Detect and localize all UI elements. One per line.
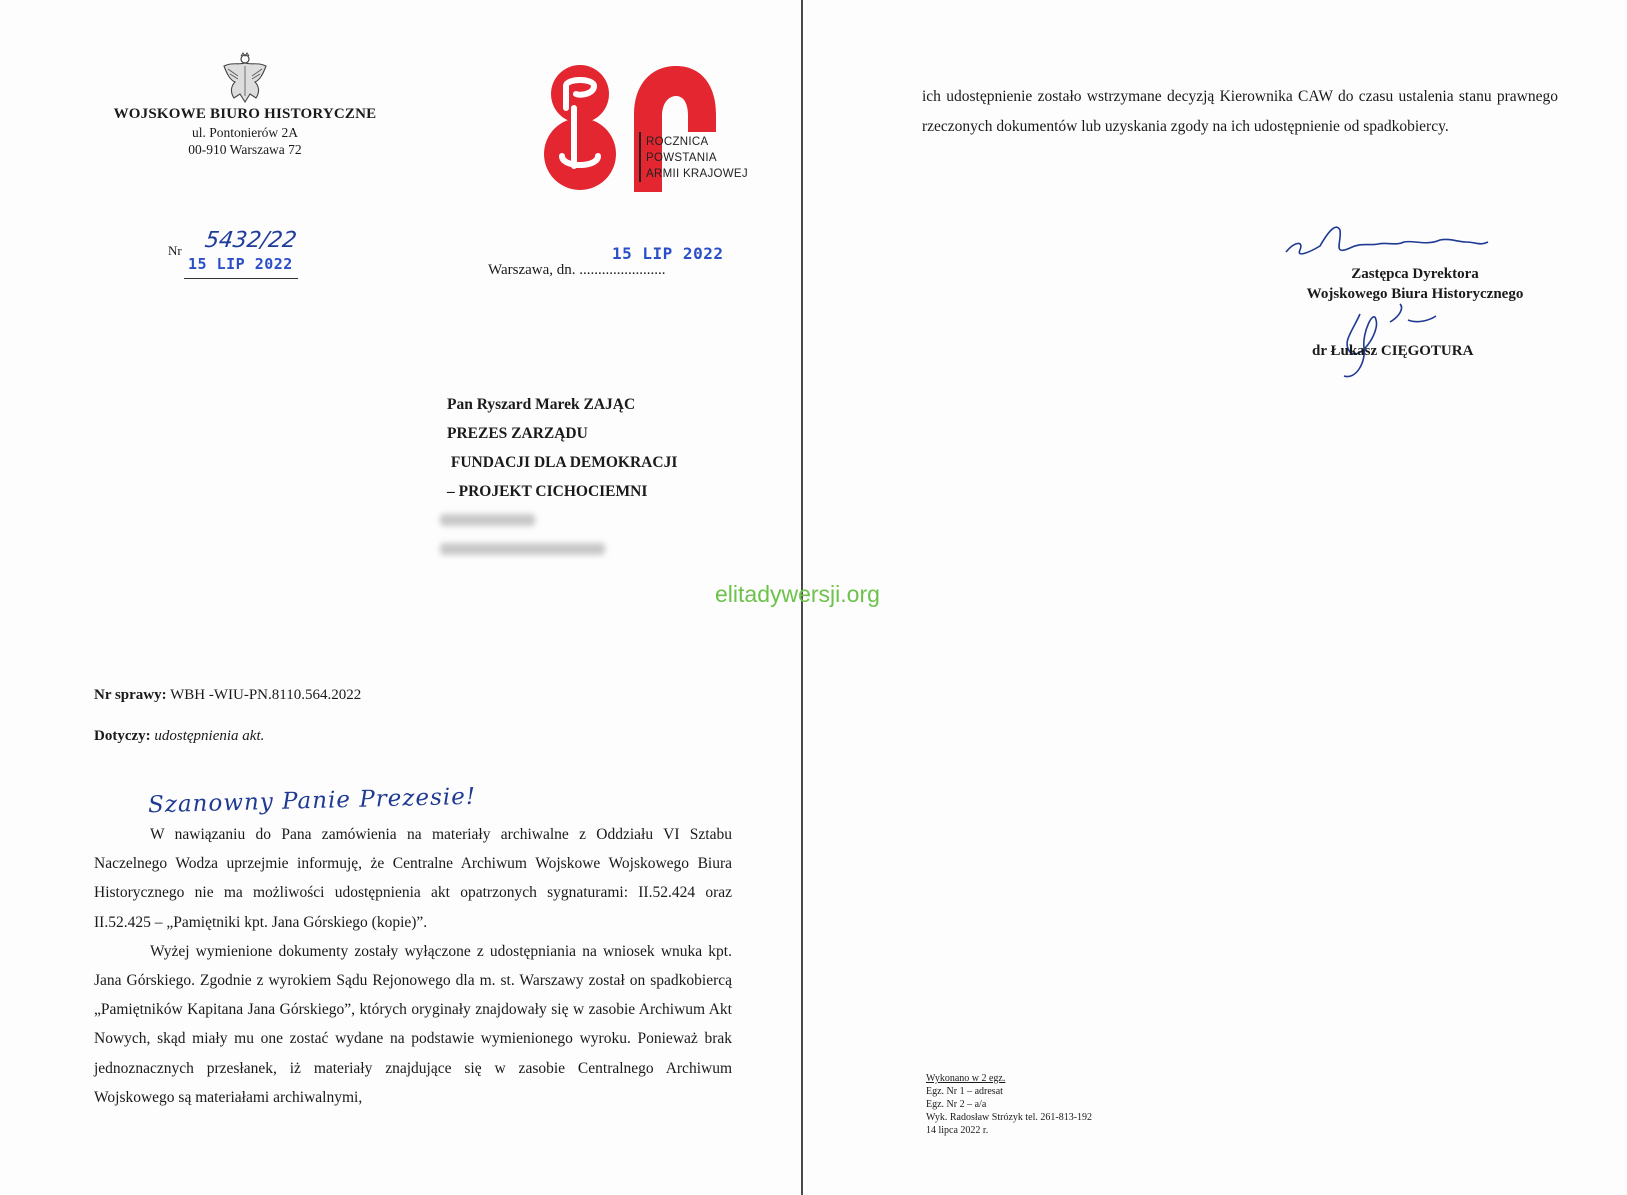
subject-label: Dotyczy: [94,728,151,744]
signature-title-block [1270,264,1560,304]
redacted-address-line-2 [440,543,605,555]
addressee-name: Pan Ryszard Marek ZAJĄC [447,396,636,413]
polish-eagle-emblem-icon [218,52,272,106]
addressee-title: PREZES ZARZĄDU [447,425,588,442]
case-number-value: WBH -WIU-PN.8110.564.2022 [166,687,362,703]
letter-body [94,820,732,1112]
reference-date-stamp: 15 LIP 2022 [188,255,293,273]
prepared-date: 14 lipca 2022 r. [926,1125,989,1136]
continuation-paragraph: ich udostępnienie zostało wstrzymane decyzją Kierownika CAW do czasu ustalenia stanu prawnego rzeczonych dokumentów lub uzyskania zgody na ich udostępnienie od spadkobiercy. [922,88,1558,135]
handwritten-greeting: Szanowny Panie Prezesie! [147,783,477,819]
logo-line-3: ARMII KRAJOWEJ [646,168,748,180]
logo-line-2: POWSTANIA [646,152,717,164]
reference-number-label: Nr [168,243,182,258]
addressee-project: – PROJEKT CICHOCIEMNI [447,483,648,500]
signature-title-1: Zastępca Dyrektora [1351,266,1479,282]
letter-page-2 [806,0,1627,1195]
case-number-label: Nr sprawy: [94,687,167,703]
redacted-address-line-1 [440,514,535,526]
organization-name: WOJSKOWE BIURO HISTORYCZNE [113,106,377,122]
subject-value: udostępnienia akt. [150,728,265,744]
reference-underline [184,278,298,279]
anniversary-logo-text [646,134,756,182]
place-date-stamp: 15 LIP 2022 [612,244,724,263]
prepared-by: Wyk. Radosław Strózyk tel. 261-813-192 [926,1112,1093,1123]
addressee-block [447,390,677,506]
logo-line-1: ROCZNICA [646,136,709,148]
copy-1-recipient: Egz. Nr 1 – adresat [926,1086,1003,1097]
copies-note [926,1072,1092,1137]
reference-number-handwritten: 5432/22 [203,228,299,253]
case-number-line [94,687,361,704]
signatory-name: dr Łukasz CIĘGOTURA [1312,343,1474,359]
organization-street: ul. Pontonierów 2A [191,125,299,140]
copy-2-recipient: Egz. Nr 2 – a/a [926,1099,987,1110]
copies-count: Wykonano w 2 egz. [926,1073,1006,1084]
body-paragraph-1: W nawiązaniu do Pana zamówienia na materiały archiwalne z Oddziału VI Sztabu Naczelnego Wodza uprzejmie informuję, że Centralne Archiwum Wojskowe Wojskowego Biura Historycznego nie ma możliwości udostępnienia akt opatrzonych sygnaturami: II.52.424 oraz II.52.425 – „Pamiętniki kpt. Jana Górskiego (kopie)”. [94,826,732,931]
organization-city: 00-910 Warszawa 72 [188,142,302,157]
website-watermark: elitadywersji.org [715,581,880,607]
place-and-date: Warszawa, dn. ....................... [488,262,666,278]
addressee-organization: FUNDACJI DLA DEMOKRACJI [447,454,678,471]
body-paragraph-2: Wyżej wymienione dokumenty zostały wyłączone z udostępniania na wniosek wnuka kpt. Jana Górskiego. Zgodnie z wyrokiem Sądu Rejonowego dla m. st. Warszawy został on spadkobiercą „Pamiętników Kapitana Jana Górskiego”, których oryginały znajdowały się w zasobie Archiwum Akt Nowych, skąd miały mu one zostać wydane na podstawie wymienionego wyroku. Ponieważ brak jednoznacznych przesłanek, iż materiały znajdujące się w zasobie Centralnego Archiwum Wojskowego są materiałami archiwalnymi, [94,942,732,1106]
subject-line [94,728,264,745]
signature-title-2: Wojskowego Biura Historycznego [1306,286,1524,302]
